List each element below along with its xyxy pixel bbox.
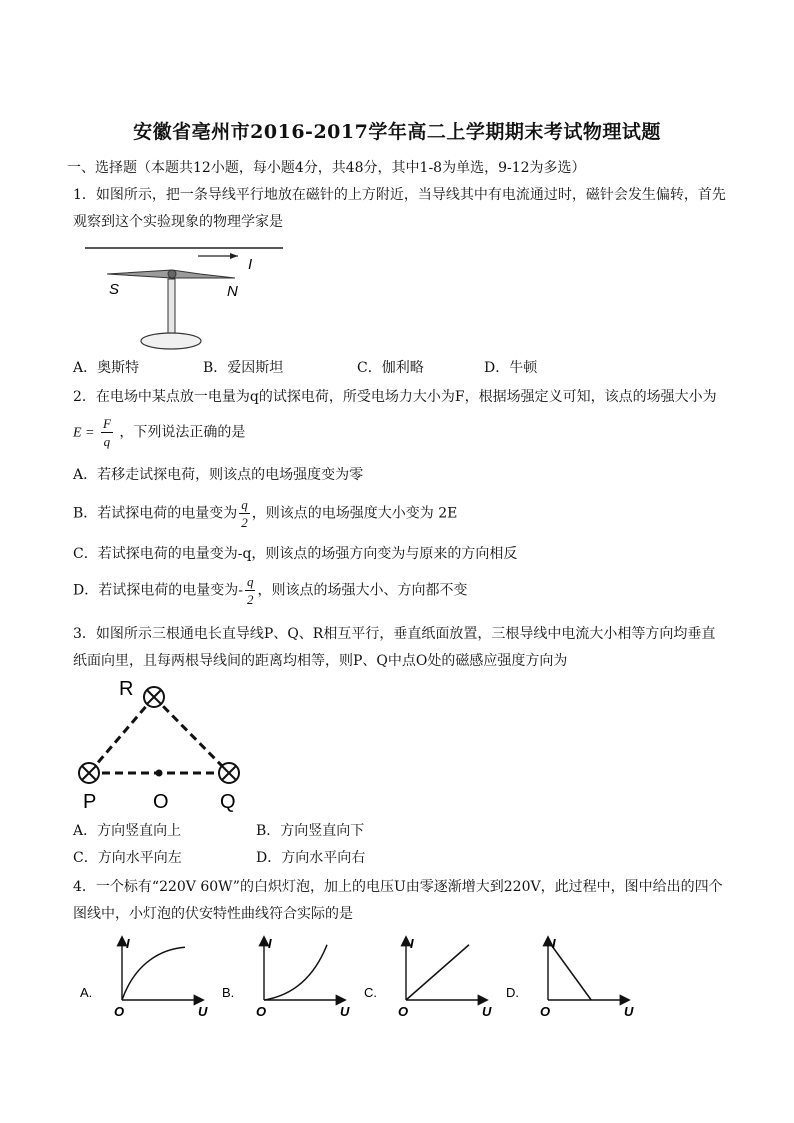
- south-pole-label: S: [109, 281, 120, 298]
- q3-option-c: C．方向水平向左: [73, 850, 182, 866]
- q3-text-line1: 3．如图所示三根通电长直导线P、Q、R相互平行，垂直纸面放置，三根导线中电流大小相等方向均垂直: [73, 626, 716, 642]
- stand-base: [141, 333, 201, 349]
- origin-label: O: [540, 1004, 551, 1019]
- q3-option-d: D．方向水平向右: [256, 850, 366, 866]
- iv-graph-c: [364, 936, 492, 1019]
- q2-option-b-fraction: [239, 496, 250, 531]
- q1-option-a: A．奥斯特: [73, 360, 140, 376]
- side-rp: [89, 697, 154, 773]
- north-pole-label: N: [227, 283, 238, 300]
- q1-text-line1: 1．如图所示，把一条导线平行地放在磁针的上方附近，当导线其中有电流通过时，磁针会发生偏转，首先: [73, 187, 726, 203]
- q3-wire-triangle-figure: [72, 677, 252, 813]
- needle-pivot: [168, 270, 176, 278]
- x-axis-label: U: [482, 1004, 492, 1019]
- fraction-denominator: 2: [241, 515, 248, 530]
- stand-post: [168, 279, 175, 337]
- q2-option-b-post: ，则该点的电场强度大小变为 2E: [251, 505, 458, 522]
- section-heading: 一、选择题（本题共12小题，每小题4分，共48分，其中1-8为单选，9-12为多选）: [67, 160, 586, 176]
- wire-r-cross-icon: [144, 687, 164, 707]
- iv-graph-b: [222, 936, 350, 1019]
- q2-option-b-pre: B．若试探电荷的电量变为: [73, 505, 238, 522]
- label-o: O: [153, 791, 169, 813]
- x-axis-label: U: [340, 1004, 350, 1019]
- graph-option-label: C.: [364, 985, 377, 1000]
- fraction-denominator: 2: [246, 592, 254, 607]
- wire-p-cross-icon: [79, 763, 99, 783]
- q2-option-a: A．若移走试探电荷，则该点的电场强度变为零: [73, 467, 364, 483]
- formula-numerator: F: [102, 416, 111, 431]
- q2-option-d-post: ，则该点的场强大小、方向都不变: [257, 582, 468, 599]
- fraction-numerator: q: [246, 574, 254, 589]
- iv-graph-d: [506, 936, 634, 1019]
- iv-curve: [122, 947, 185, 1000]
- q2-formula-line: [73, 415, 245, 450]
- current-arrowhead: [230, 253, 238, 259]
- q1-compass-figure: [80, 243, 290, 355]
- fraction-numerator: q: [241, 497, 248, 512]
- q2-option-c: C．若试探电荷的电量变为-q，则该点的场强方向变为与原来的方向相反: [73, 546, 518, 562]
- origin-label: O: [114, 1004, 125, 1019]
- graph-option-label: B.: [222, 985, 235, 1000]
- q4-iv-graphs: [74, 930, 654, 1025]
- x-axis-label: U: [624, 1004, 634, 1019]
- q4-text-line1: 4．一个标有“220V 60W”的白炽灯泡，加上的电压U由零逐渐增大到220V，此过程中，图中给出的四个: [73, 879, 723, 895]
- q3-option-a: A．方向竖直向上: [73, 823, 182, 839]
- q2-option-d: [73, 573, 467, 608]
- q2-option-d-pre: D．若试探电荷的电量变为-: [73, 582, 243, 599]
- side-rq: [154, 697, 229, 773]
- q4-text-line2: 图线中，小灯泡的伏安特性曲线符合实际的是: [73, 906, 353, 922]
- label-p: P: [83, 791, 97, 813]
- q1-option-c: C．伽利略: [357, 360, 424, 376]
- q2-option-d-fraction: [245, 573, 256, 608]
- current-label: I: [248, 256, 253, 273]
- origin-label: O: [256, 1004, 267, 1019]
- y-axis-label: I: [126, 936, 130, 951]
- q3-option-b: B．方向竖直向下: [256, 823, 365, 839]
- iv-curve: [264, 945, 327, 1000]
- graph-option-label: A.: [80, 985, 93, 1000]
- graph-option-label: D.: [506, 985, 519, 1000]
- origin-label: O: [398, 1004, 409, 1019]
- iv-curve: [406, 945, 469, 1000]
- q3-text-line2: 纸面向里，且每两根导线间的距离均相等，则P、Q中点O处的磁感应强度方向为: [73, 653, 568, 669]
- y-axis-label: I: [410, 936, 414, 951]
- q1-option-d: D．牛顿: [484, 360, 538, 376]
- formula-fraction: [101, 415, 113, 450]
- y-axis-label: I: [552, 936, 556, 951]
- page-title: 安徽省亳州市2016-2017学年高二上学期期末考试物理试题: [133, 121, 661, 143]
- formula-lhs: E =: [73, 425, 95, 441]
- midpoint-o-dot: [156, 770, 163, 777]
- q2-text-line1: 2．在电场中某点放一电量为q的试探电荷，所受电场力大小为F，根据场强定义可知，该点的场强大小为: [73, 389, 717, 405]
- q1-option-b: B．爱因斯坦: [203, 360, 284, 376]
- q2-option-b: [73, 496, 457, 531]
- y-axis-label: I: [268, 936, 272, 951]
- x-axis-label: U: [198, 1004, 208, 1019]
- label-q: Q: [220, 791, 236, 813]
- iv-graph-a: [80, 936, 208, 1019]
- label-r: R: [119, 678, 134, 700]
- formula-denominator: q: [103, 434, 111, 449]
- q1-text-line2: 观察到这个实验现象的物理学家是: [73, 214, 283, 230]
- wire-q-cross-icon: [219, 763, 239, 783]
- q2-text-line2: ，下列说法正确的是: [119, 424, 246, 441]
